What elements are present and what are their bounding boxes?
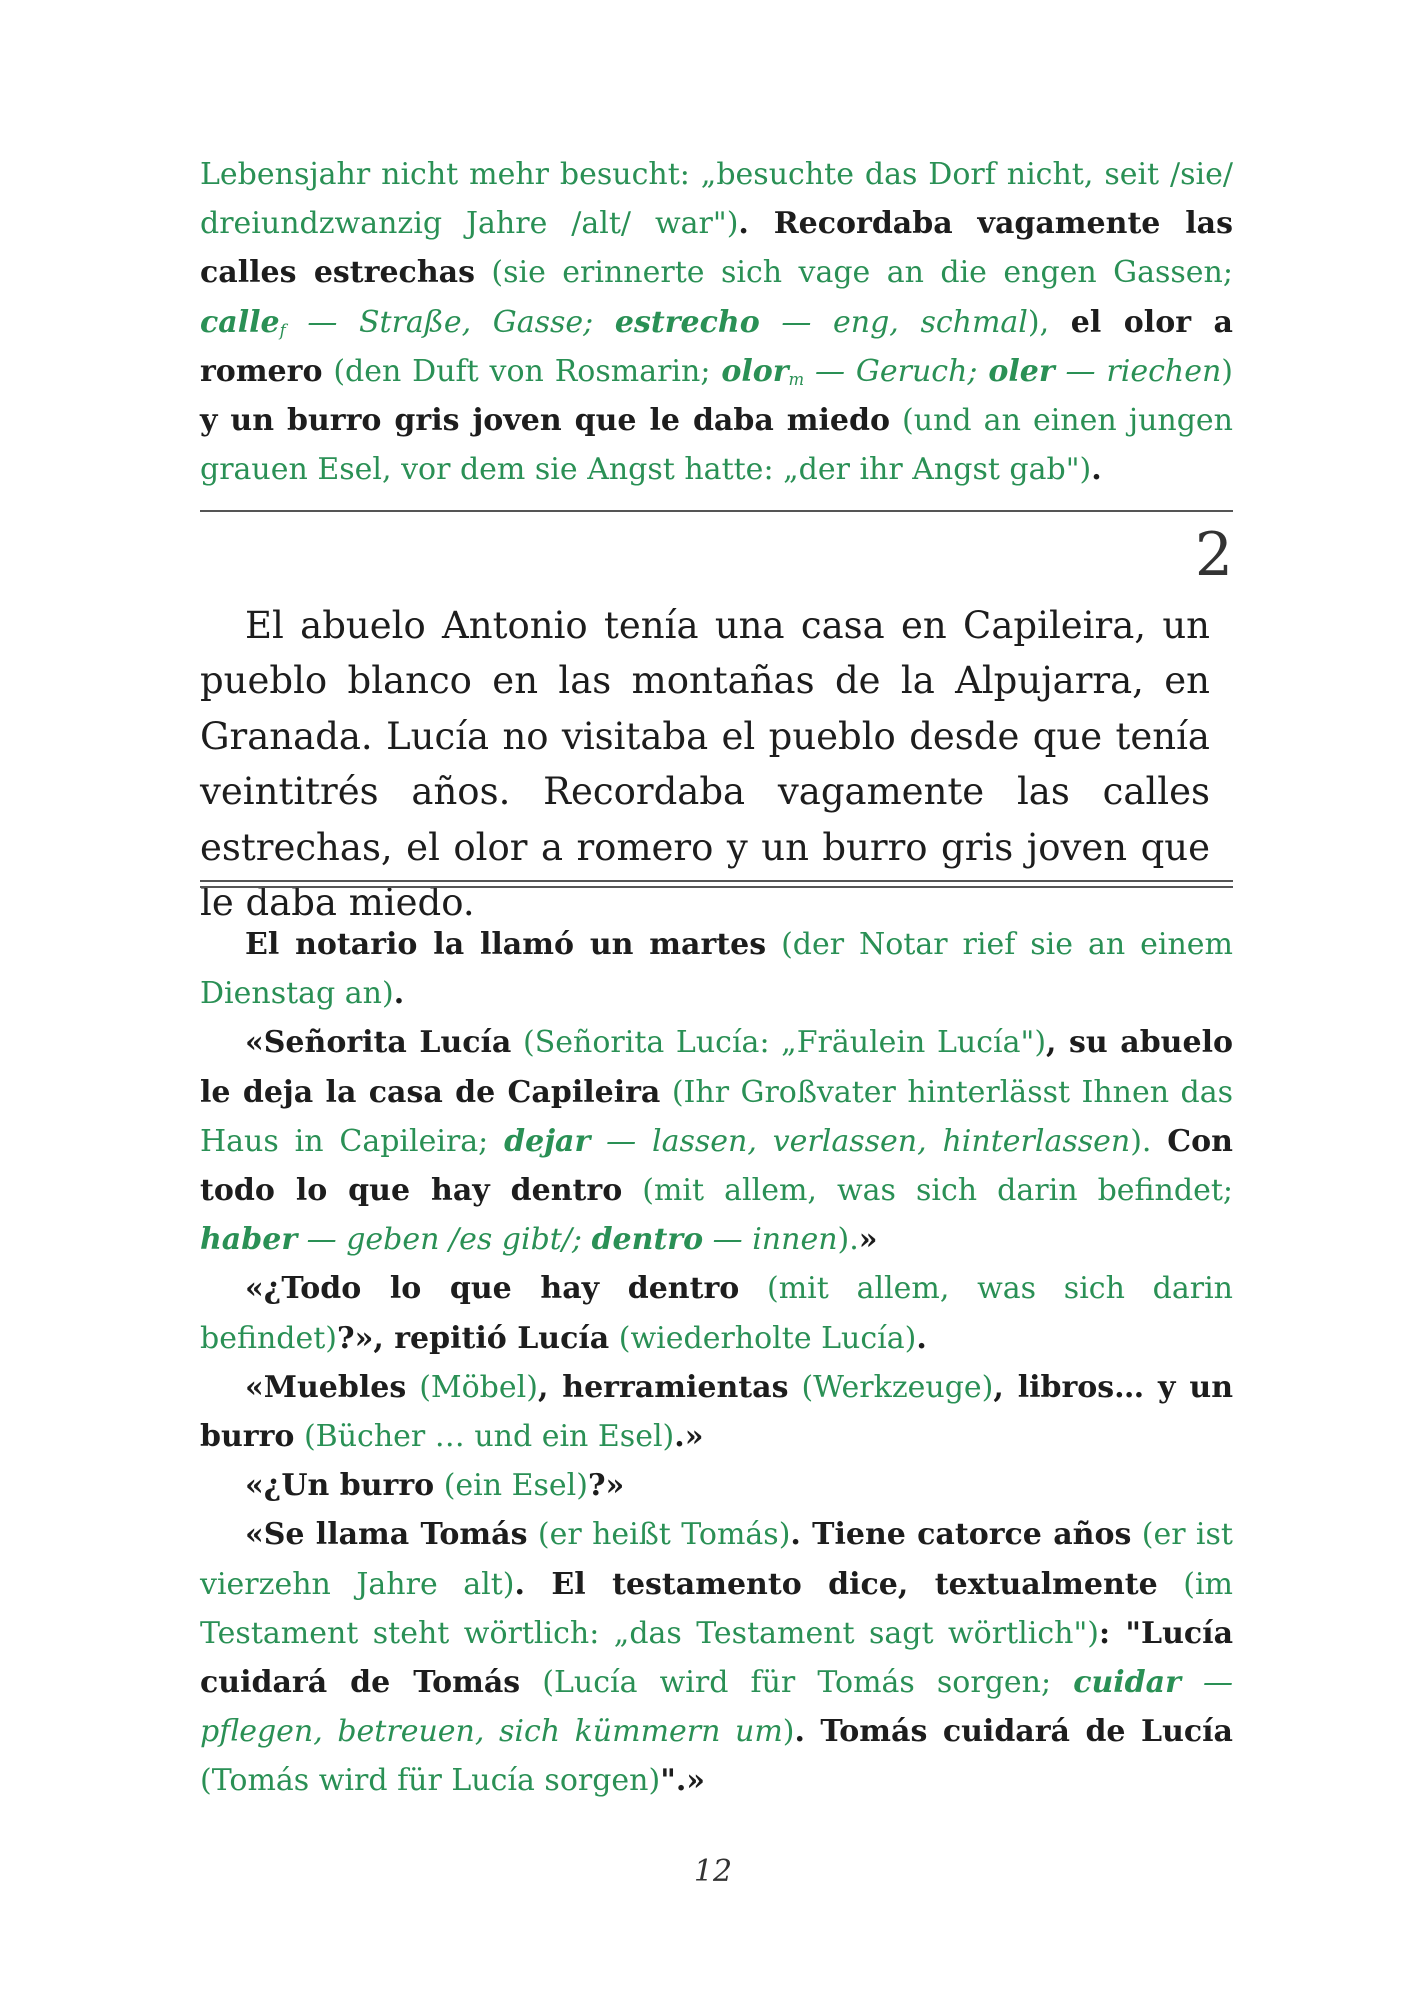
- original-paragraph: El abuelo Antonio tenía una casa en Capileira, un pueblo blanco en las montañas de la Alpujarra, en Granada. Lucía no visitaba el pueblo desde que tenía veintitrés años. Recordaba vagamente las calles estrechas, el olor a romero y un burro gris joven que le daba miedo.: [200, 604, 1210, 925]
- paragraph: [200, 920, 1233, 1018]
- gloss: (er heißt Tomás): [527, 1517, 791, 1553]
- gloss: (der Notar rief sie an einem Dienstag an): [200, 927, 1233, 1012]
- gloss: (Lucía wird für Tomás sorgen;: [520, 1665, 1074, 1701]
- paragraph: [200, 1363, 1233, 1461]
- spanish-text: .: [916, 1320, 927, 1356]
- spanish-text: ?»: [587, 1468, 625, 1504]
- section-double-divider: [200, 880, 1233, 888]
- spanish-text: . Recordaba vagamente las calles estrechas: [200, 206, 1233, 291]
- spanish-text: . El testamento dice, textualmente: [514, 1566, 1158, 1602]
- gloss: (er ist vierzehn Jahre alt): [200, 1517, 1233, 1602]
- spanish-text: ".»: [660, 1763, 706, 1799]
- gloss: (mit allem, was sich darin befindet;: [622, 1173, 1233, 1209]
- gloss: (den Duft von Rosmarin;: [322, 353, 722, 389]
- gloss: (und an einen jungen grauen Esel, vor dem sie Angst hatte: „der ihr Angst gab"): [200, 403, 1234, 488]
- gloss: (wiederholte Lucía): [609, 1320, 917, 1356]
- vocab-gloss: — Geruch;: [804, 353, 989, 389]
- vocab-gloss: — pflegen, betreuen, sich kümmern um: [200, 1665, 1233, 1750]
- page-number: 12: [693, 1854, 733, 1889]
- paragraph: [200, 1461, 1233, 1510]
- gloss: ),: [1027, 304, 1071, 340]
- gloss: (Señorita Lucía: „Fräulein Lucía"): [511, 1025, 1047, 1061]
- spanish-text: «Señorita Lucía: [245, 1025, 512, 1061]
- spanish-text: , libros… y un burro: [200, 1369, 1234, 1455]
- spanish-text: »: [858, 1222, 878, 1258]
- spanish-text: Con todo lo que hay dentro: [200, 1123, 1233, 1209]
- spanish-text: «¿Todo lo que hay dentro: [245, 1271, 740, 1307]
- spanish-text: . Tomás cuidará de Lucía: [794, 1714, 1233, 1750]
- gloss: (Tomás wird für Lucía sorgen): [200, 1763, 661, 1799]
- vocab-gloss: — lassen, verlassen, hinterlassen: [590, 1123, 1131, 1159]
- gloss: ): [1221, 353, 1233, 389]
- gloss: (sie erinnerte sich vage an die engen Gassen;: [474, 255, 1233, 291]
- gloss: Lebensjahr nicht mehr besucht: „besuchte das Dorf nicht, seit /sie/ dreiundzwanzig Jahre /alt/ war"): [200, 157, 1233, 242]
- spanish-text: . Tiene catorce años: [790, 1517, 1132, 1553]
- gloss: (ein Esel): [434, 1468, 588, 1504]
- gloss: ).: [837, 1222, 859, 1258]
- vocab-gloss: — eng, schmal: [759, 304, 1028, 340]
- vocab-word: calle: [200, 304, 280, 340]
- spanish-text: El notario la llamó un martes: [245, 927, 767, 962]
- section-divider: [200, 510, 1233, 512]
- gloss: (Werkzeuge): [788, 1369, 994, 1405]
- vocab-word: dentro: [591, 1222, 704, 1258]
- spanish-text: : "Lucía cuidará de Tomás: [200, 1615, 1234, 1701]
- vocab-word: olor: [721, 353, 789, 389]
- spanish-text: , herramientas: [537, 1369, 789, 1405]
- spanish-text: «Se llama Tomás: [245, 1517, 528, 1553]
- paragraph: [200, 1018, 1233, 1264]
- gloss: (Ihr Großvater hinterlässt Ihnen das Haus in Capileira;: [200, 1074, 1233, 1159]
- paragraph: [200, 1264, 1233, 1362]
- gloss: ): [782, 1714, 795, 1750]
- gloss: (Bücher … und ein Esel): [294, 1419, 675, 1455]
- gender-marker: f: [279, 320, 286, 340]
- spanish-text: .»: [674, 1419, 704, 1455]
- spanish-text: , su abuelo le deja la casa de Capileira: [200, 1025, 1233, 1110]
- paragraph: [200, 150, 1233, 494]
- vocab-gloss: — Straße, Gasse;: [285, 304, 615, 340]
- vocab-gloss: — innen: [703, 1222, 838, 1258]
- gloss: ).: [1130, 1123, 1168, 1159]
- gloss: (Möbel): [406, 1369, 538, 1405]
- vocab-word: oler: [988, 353, 1055, 389]
- vocab-word: dejar: [504, 1123, 591, 1159]
- spanish-text: y un burro gris joven que le daba miedo: [200, 403, 890, 439]
- spanish-text: .: [393, 976, 405, 1012]
- spanish-text: ?», repitió Lucía: [337, 1320, 610, 1356]
- gender-marker: m: [788, 369, 805, 389]
- vocab-word: cuidar: [1073, 1665, 1181, 1701]
- paragraph: [200, 1510, 1233, 1805]
- vocab-word: haber: [200, 1222, 298, 1258]
- spanish-text: «¿Un burro: [245, 1468, 435, 1504]
- gloss: (mit allem, was sich darin befindet): [200, 1271, 1234, 1356]
- vocab-gloss: — geben /es gibt/;: [297, 1222, 592, 1258]
- gloss: (im Testament steht wörtlich: „das Testament sagt wörtlich"): [200, 1566, 1233, 1651]
- annotated-text-top: [200, 150, 1233, 494]
- spanish-text: el olor a romero: [200, 304, 1233, 389]
- spanish-text: «Muebles: [245, 1369, 407, 1405]
- vocab-word: estrecho: [614, 304, 760, 340]
- annotated-text-bottom: [200, 920, 1233, 1806]
- chapter-number: 2: [1194, 520, 1233, 590]
- vocab-gloss: — riechen: [1054, 353, 1222, 389]
- spanish-text: .: [1091, 452, 1102, 488]
